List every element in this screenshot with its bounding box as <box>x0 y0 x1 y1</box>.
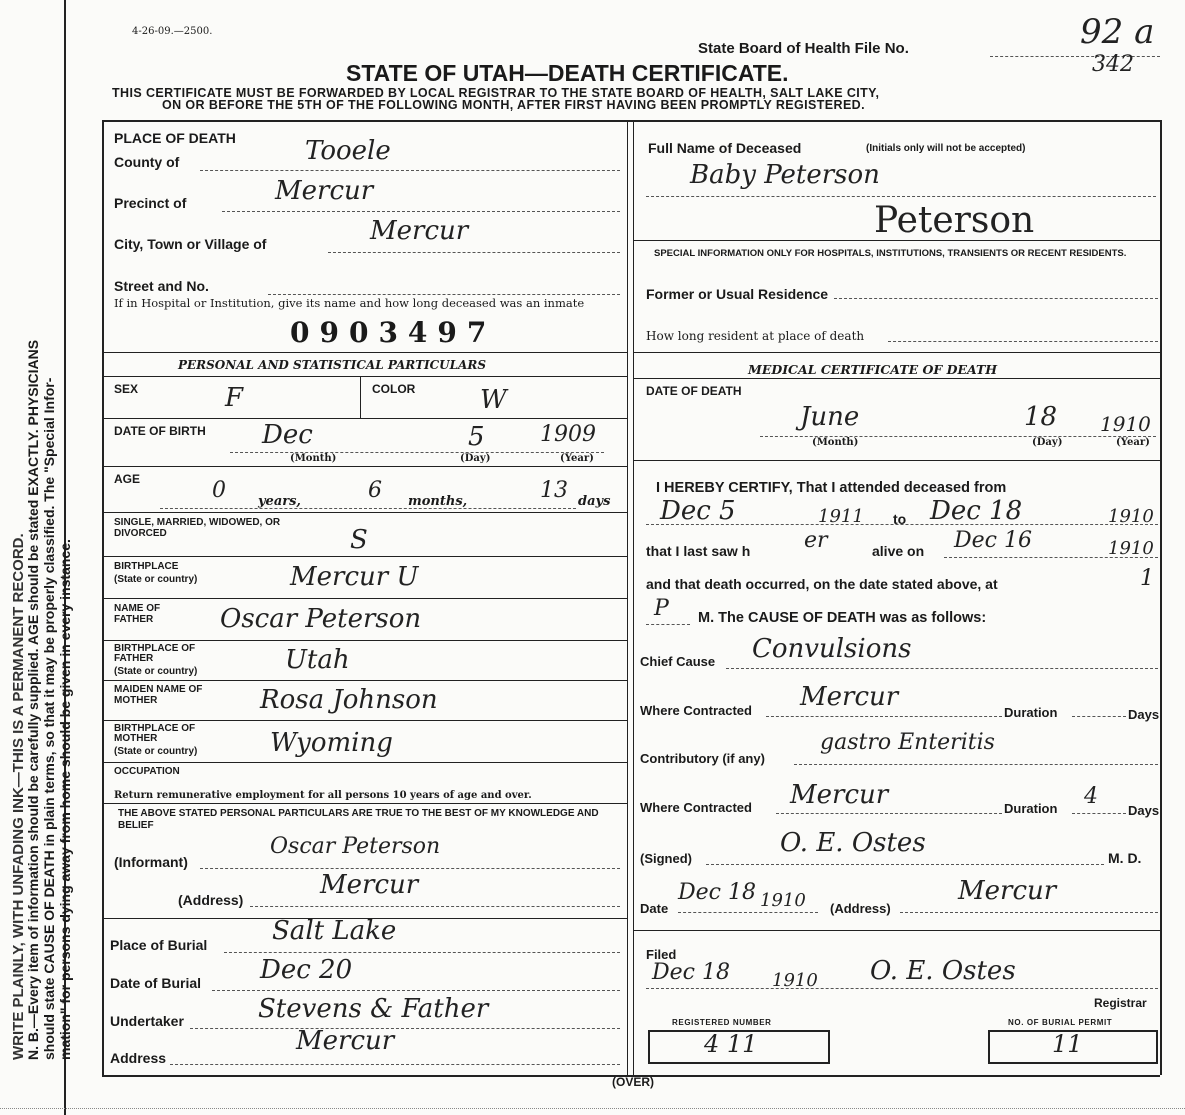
burial-permit-label: NO. OF BURIAL PERMIT <box>1008 1018 1113 1027</box>
side-note-2: should state CAUSE OF DEATH in plain terms, so that it may be properly classified. The "Special Infor- <box>41 377 57 1060</box>
age-days: 13 <box>540 478 568 503</box>
sign-date-label: Date <box>640 901 669 916</box>
registered-number-label: REGISTERED NUMBER <box>672 1018 772 1027</box>
attended-to-year: 1910 <box>1108 506 1154 527</box>
years-word: years, <box>258 494 301 509</box>
certificate-title: STATE OF UTAH—DEATH CERTIFICATE. <box>346 60 789 86</box>
dob-month-caption: (Month) <box>290 453 337 464</box>
marital-label: SINGLE, MARRIED, WIDOWED, OR DIVORCED <box>114 517 281 539</box>
color-value: W <box>480 385 507 415</box>
former-residence-label: Former or Usual Residence <box>646 286 829 302</box>
father-label: NAME OF FATHER <box>114 603 161 625</box>
dod-day: 18 <box>1024 402 1058 432</box>
sign-date-value: Dec 18 <box>678 880 756 905</box>
registered-number-box <box>648 1030 830 1064</box>
special-info-label: SPECIAL INFORMATION ONLY FOR HOSPITALS, INSTITUTIONS, TRANSIENTS OR RECENT RESIDENTS. <box>654 248 1127 259</box>
informant-address-label: (Address) <box>178 892 244 908</box>
duration-value-2: 4 <box>1084 784 1098 809</box>
burial-place-label: Place of Burial <box>110 937 208 953</box>
medical-section-title: MEDICAL CERTIFICATE OF DEATH <box>748 362 998 377</box>
precinct-label: Precinct of <box>114 195 187 211</box>
occupation-note: Return remunerative employment for all persons 10 years of age and over. <box>114 790 532 801</box>
birthplace-sublabel: (State or country) <box>114 574 198 585</box>
occupation-label: OCCUPATION <box>114 766 180 777</box>
burial-address-label: Address <box>110 1050 167 1066</box>
city-label: City, Town or Village of <box>114 236 267 252</box>
last-saw-label: that I last saw h <box>646 543 751 559</box>
mother-birthplace-label: BIRTHPLACE OF MOTHER <box>114 723 196 744</box>
instruction-line-2: ON OR BEFORE THE 5TH OF THE FOLLOWING MONTH, AFTER FIRST HAVING BEEN PROMPTLY REGISTERED. <box>162 98 865 112</box>
father-value: Oscar Peterson <box>220 604 422 634</box>
md-label: M. D. <box>1108 850 1142 866</box>
age-label: AGE <box>114 472 141 486</box>
deceased-name-note: (Initials only will not be accepted) <box>866 143 1026 154</box>
file-no-label: State Board of Health File No. <box>698 40 909 57</box>
certify-line: I HEREBY CERTIFY, That I attended deceased from <box>656 480 1007 496</box>
dob-label: DATE OF BIRTH <box>114 424 206 438</box>
where-contracted-label-2: Where Contracted <box>640 800 752 815</box>
mother-birthplace-sublabel: (State or country) <box>114 746 198 757</box>
undertaker-value: Stevens & Father <box>258 994 489 1024</box>
contributory-value: gastro Enteritis <box>820 730 995 755</box>
days-word: days <box>578 494 611 509</box>
filed-date: Dec 18 <box>652 960 730 985</box>
instruction-line-1: THIS CERTIFICATE MUST BE FORWARDED BY LOCAL REGISTRAR TO THE STATE BOARD OF HEALTH, SALT LAKE CITY, <box>112 86 880 100</box>
attended-from-date: Dec 5 <box>660 496 736 526</box>
where-contracted-value-1: Mercur <box>800 682 899 712</box>
true-statement: THE ABOVE STATED PERSONAL PARTICULARS ARE TRUE TO THE BEST OF MY KNOWLEDGE AND BELIEF <box>118 808 599 831</box>
sex-value: F <box>225 383 244 413</box>
burial-date-label: Date of Burial <box>110 975 202 991</box>
age-years: 0 <box>212 478 226 503</box>
dob-month: Dec <box>262 420 313 450</box>
mother-label: MAIDEN NAME OF MOTHER <box>114 684 203 706</box>
last-saw-date: Dec 16 <box>954 528 1032 553</box>
to-word: to <box>893 511 907 527</box>
father-birthplace-sublabel: (State or country) <box>114 666 198 677</box>
file-no-extra: 342 <box>1092 52 1134 77</box>
deceased-name-printed: Peterson <box>874 200 1035 241</box>
dod-label: DATE OF DEATH <box>646 384 742 398</box>
burial-place-value: Salt Lake <box>272 916 397 946</box>
chief-cause-label: Chief Cause <box>640 654 716 669</box>
sex-label: SEX <box>114 382 139 396</box>
informant-label: (Informant) <box>114 854 188 870</box>
father-birthplace-label: BIRTHPLACE OF FATHER <box>114 643 196 664</box>
birthplace-value: Mercur U <box>290 562 419 592</box>
hospital-note: If in Hospital or Institution, give its name and how long deceased was an inmate <box>114 296 585 310</box>
side-note-3: mation" for persons dying away from home should be given in every instance. <box>57 539 73 1060</box>
dob-day: 5 <box>468 422 485 452</box>
dob-year-caption: (Year) <box>560 453 594 464</box>
death-occurred-label: and that death occurred, on the date stated above, at <box>646 576 998 592</box>
form-code: 4-26-09.—2500. <box>132 26 213 37</box>
place-of-death-label: PLACE OF DEATH <box>114 130 236 146</box>
street-label: Street and No. <box>114 278 209 294</box>
dod-day-caption: (Day) <box>1032 437 1063 448</box>
death-ampm: P <box>654 596 669 621</box>
days-label-2: Days <box>1128 803 1160 818</box>
undertaker-label: Undertaker <box>110 1013 184 1029</box>
cause-intro: M. The CAUSE OF DEATH was as follows: <box>698 610 987 626</box>
alive-on-label: alive on <box>872 543 925 559</box>
county-label: County of <box>114 154 180 170</box>
days-label-1: Days <box>1128 707 1160 722</box>
where-contracted-label-1: Where Contracted <box>640 703 752 718</box>
where-contracted-value-2: Mercur <box>790 780 889 810</box>
dob-day-caption: (Day) <box>460 453 491 464</box>
filed-label: Filed <box>646 947 677 962</box>
marital-value: S <box>350 525 368 555</box>
months-word: months, <box>408 494 468 509</box>
last-saw-year: 1910 <box>1108 538 1154 559</box>
stamp-number: 0903497 <box>290 316 497 349</box>
age-months: 6 <box>368 478 382 503</box>
attended-to-date: Dec 18 <box>930 496 1023 526</box>
birthplace-label: BIRTHPLACE <box>114 561 179 572</box>
contributory-label: Contributory (if any) <box>640 751 765 766</box>
filed-year: 1910 <box>772 970 818 991</box>
personal-section-title: PERSONAL AND STATISTICAL PARTICULARS <box>178 358 487 372</box>
attended-from-year: 1911 <box>818 506 864 527</box>
registrar-signature: O. E. Ostes <box>870 956 1016 986</box>
burial-address-value: Mercur <box>296 1026 395 1056</box>
city-value: Mercur <box>370 216 469 246</box>
color-label: COLOR <box>372 382 416 396</box>
duration-label-2: Duration <box>1004 801 1058 816</box>
informant-address-value: Mercur <box>320 870 419 900</box>
father-birthplace-value: Utah <box>285 645 350 675</box>
dod-year: 1910 <box>1100 412 1151 436</box>
file-no: 92 a <box>1080 12 1155 52</box>
burial-permit-box <box>988 1030 1158 1064</box>
dod-month-caption: (Month) <box>812 437 859 448</box>
precinct-value: Mercur <box>275 176 374 206</box>
county-value: Tooele <box>305 136 391 166</box>
dod-month: June <box>800 402 860 432</box>
over-label: (OVER) <box>612 1075 654 1089</box>
death-hour: 1 <box>1140 566 1154 591</box>
mother-birthplace-value: Wyoming <box>270 728 393 758</box>
dob-year: 1909 <box>540 422 596 447</box>
burial-date-value: Dec 20 <box>260 955 353 985</box>
duration-label-1: Duration <box>1004 705 1058 720</box>
side-permanent-record: WRITE PLAINLY, WITH UNFADING INK—THIS IS A PERMANENT RECORD. <box>10 533 27 1060</box>
deceased-name-label: Full Name of Deceased <box>648 140 802 156</box>
sign-date-year: 1910 <box>760 890 806 911</box>
physician-address-label: (Address) <box>830 901 891 916</box>
mother-value: Rosa Johnson <box>260 685 438 715</box>
last-saw-pronoun: er <box>804 528 828 553</box>
side-note-1: N. B.—Every item of information should be carefully supplied. AGE should be stated EXACTLY. PHYSICIANS <box>25 339 41 1060</box>
dod-year-caption: (Year) <box>1116 437 1150 448</box>
physician-signature: O. E. Ostes <box>780 828 926 858</box>
physician-address-value: Mercur <box>958 876 1057 906</box>
how-long-label: How long resident at place of death <box>646 329 865 343</box>
signed-label: (Signed) <box>640 851 692 866</box>
deceased-name-handwritten: Baby Peterson <box>690 160 880 190</box>
burial-permit-value: 11 <box>1052 1030 1083 1058</box>
registered-number-value: 4 11 <box>704 1030 758 1058</box>
informant-value: Oscar Peterson <box>270 834 441 859</box>
registrar-label: Registrar <box>1094 996 1147 1010</box>
chief-cause-value: Convulsions <box>752 634 912 664</box>
